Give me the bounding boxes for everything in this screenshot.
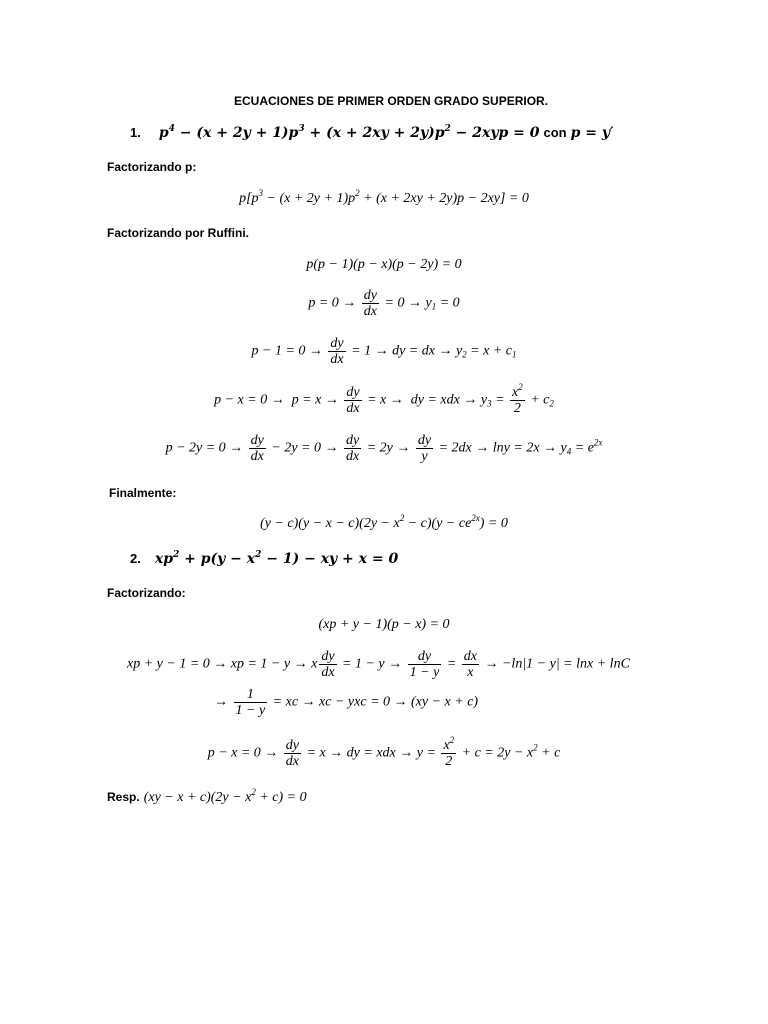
equation-factor-p: $p[p^3 - (x + 2y + 1)p^2 + (x + 2xy + 2y)p - 2xy] = 0$ xyxy=(239,188,529,206)
equation-factor-2: (xp + y − 1)(p − x) = 0 xyxy=(318,617,450,632)
equation-y4: p − 2y = 0 → $\frac{dy}{dx}$ − 2y = 0 → $\frac{dy}{dx}$ = 2y → $\frac{dy}{y}$ = $2dx \to \ln y = 2x \to y_4 = e^{2x}$ xyxy=(165,433,603,464)
problem-1-con-word: con xyxy=(543,125,567,140)
page-title: ECUACIONES DE PRIMER ORDEN GRADO SUPERIOR. xyxy=(234,94,549,108)
label-ruffini: Factorizando por Ruffini. xyxy=(107,226,249,240)
equation-y3: p − x = 0 → p = x → $\frac{dy}{dx}$ = x → dy = xdx → $y_3$ = $\frac{x^2}{2}$ + $c_2$ xyxy=(214,382,554,416)
answer-line: Resp. $(xy - x + c)(2y - x^2 + c) = 0$ xyxy=(107,787,307,805)
equation-branch-1b: → $\frac{1}{1 - y}$ = xc → xc − yxc = 0 → (xy − x + c) xyxy=(214,687,479,718)
equation-final-1: $(y - c)(y - x - c)(2y - x^2 - c)(y - ce^{2x}) = 0$ xyxy=(260,513,508,531)
label-factorizando: Factorizando: xyxy=(107,586,186,600)
equation-y2: p − 1 = 0 → $\frac{dy}{dx}$ = 1 → dy = dx → $y_2 = x + c_1$ xyxy=(251,336,517,367)
label-resp: Resp. xyxy=(107,790,140,804)
equation-branch-1a: xp + y − 1 = 0 → xp = 1 − y → x $\frac{dy}{dx}$ = 1 − y → $\frac{dy}{1 - y}$ = $\frac{dx}{x}$ → −ln|1 − y| = lnx + lnC xyxy=(127,649,630,680)
label-finalmente: Finalmente: xyxy=(109,486,177,500)
equation-y1: p = 0 → $\frac{dy}{dx}$ = $0 \to y_1 = 0$ xyxy=(308,288,460,319)
equation-branch-2: p − x = 0 → $\frac{dy}{dx}$ = x → dy = xdx → y = $\frac{x^2}{2}$ + $c = 2y - x^2 + c$ xyxy=(207,735,561,769)
equation-ruffini: p(p − 1)(p − x)(p − 2y) = 0 xyxy=(306,257,462,272)
problem-2-number: 2. xyxy=(130,551,141,566)
label-factorizando-p: Factorizando p: xyxy=(107,160,197,174)
problem-1-statement: 1. $p^4 - (x + 2y + 1)p^3 + (x + 2xy + 2y)p^2 - 2xyp = 0$ con p = y′ xyxy=(130,124,614,141)
problem-2-statement: 2. $xp^2 + p(y - x^2 - 1)$ − xy + x = 0 xyxy=(130,550,399,567)
problem-1-number: 1. xyxy=(130,125,141,140)
